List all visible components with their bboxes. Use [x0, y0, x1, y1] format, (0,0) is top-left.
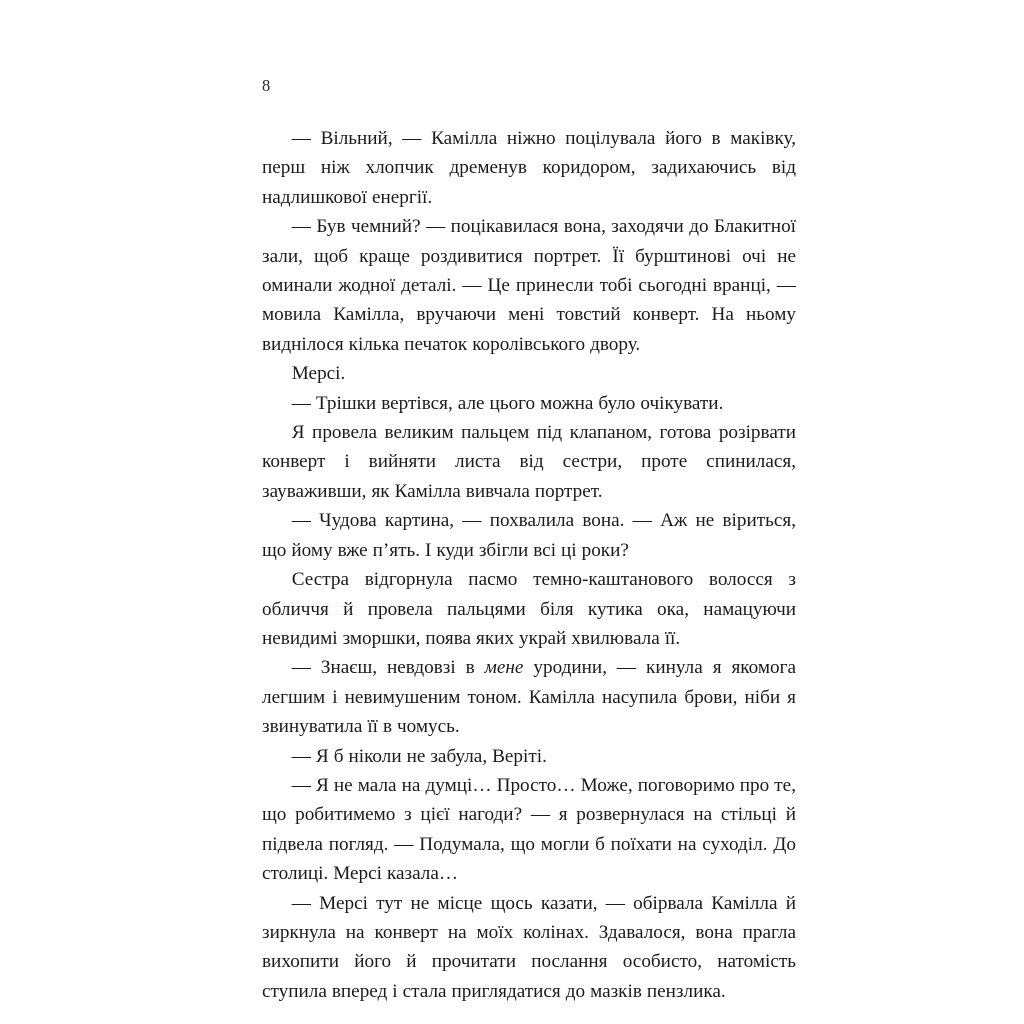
page-number: 8 — [262, 76, 271, 95]
paragraph: Я провела великим пальцем під клапаном, готова розірвати конверт і вийняти листа від сестри, проте спинилася, зауваживши, як Камілла вивчала портрет. — [262, 422, 796, 502]
paragraph-suffix: уродини, — кинула я якомога легшим і невимушеним тоном. Камілла насупила брови, ніби я звинуватила її в чомусь. — [262, 657, 796, 738]
paragraph-prefix: — Знаєш, невдовзі в — [291, 657, 485, 679]
paragraph: — Я б ніколи не забула, Веріті. — [291, 745, 547, 767]
paragraph: Сестра відгорнула пасмо темно-каштанового волосся з обличчя й провела пальцями біля кутика ока, намацуючи невидимі зморшки, поява яких украй хвилювала її. — [262, 569, 796, 649]
emphasized-word: мене — [484, 657, 524, 679]
body-text-block — [262, 124, 796, 1006]
paragraph: — Трішки вертівся, але цього можна було очікувати. — [291, 392, 724, 414]
paragraph: — Я не мала на думці… Просто… Може, поговоримо про те, що робитимемо з цієї нагоди? — я розвернулася на стільці й підвела погляд. — Подумала, що могли б поїхати на суходіл. До столиці. Мерсі казала… — [262, 774, 796, 885]
paragraph: — Вільний, — Камілла ніжно поцілувала його в маківку, перш ніж хлопчик дременув коридором, задихаючись від надлишкової енергії. — [262, 128, 796, 208]
paragraph: — Був чемний? — поцікавилася вона, заходячи до Блакитної зали, щоб краще роздивитися портрет. Її бурштинові очі не оминали жодної деталі. — Це принесли тобі сьогодні вранці, — мовила Камілла, вручаючи мені товстий конверт. На ньому виднілося кілька печаток королівського двору. — [262, 216, 796, 355]
paragraph-with-emphasis — [262, 653, 796, 741]
paragraph: — Чудова картина, — похвалила вона. — Аж не віриться, що йому вже п’ять. І куди збігли всі ці роки? — [262, 510, 796, 561]
paragraph: — Мерсі тут не місце щось казати, — обірвала Камілла й зиркнула на конверт на моїх колінах. Здавалося, вона прагла вихопити його й прочитати послання особисто, натомість ступила вперед і стала приглядатися до мазків пензлика. — [262, 892, 796, 1002]
paragraph: Мерсі. — [291, 363, 346, 385]
